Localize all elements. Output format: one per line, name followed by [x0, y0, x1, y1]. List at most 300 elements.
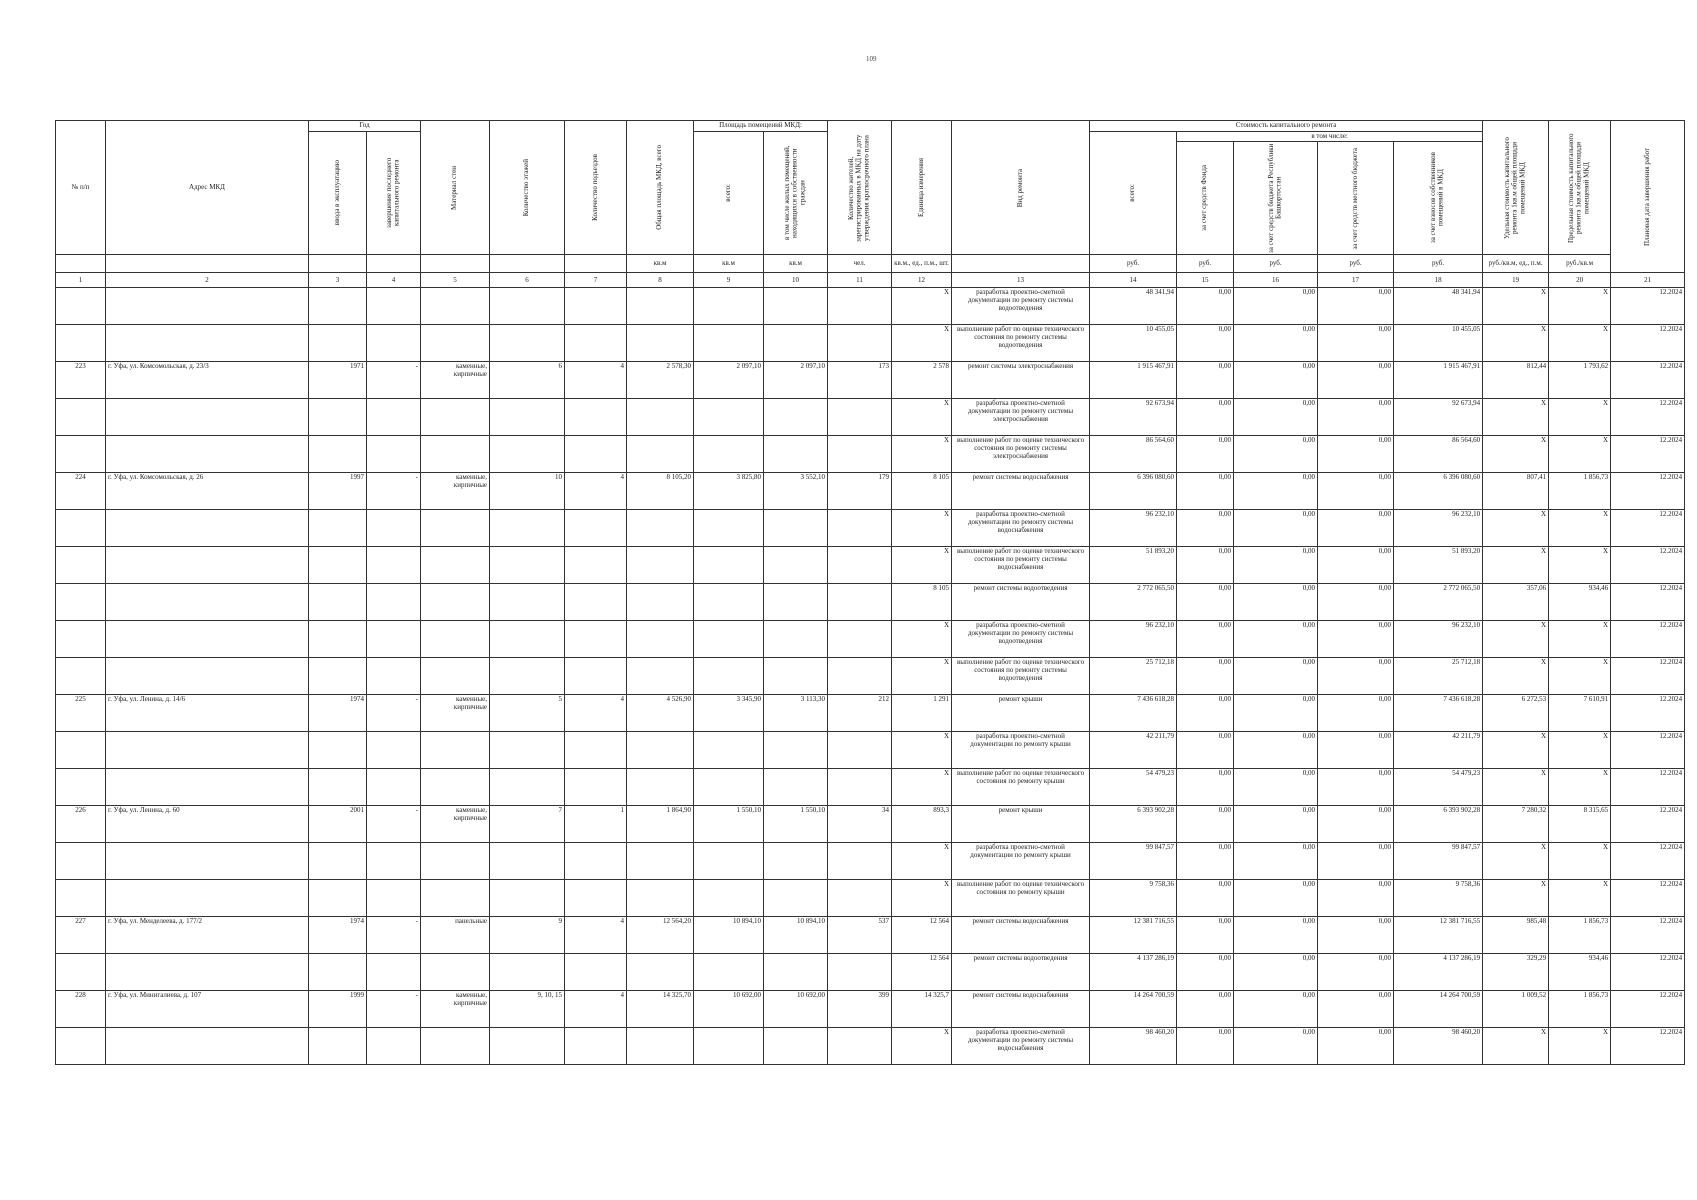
- cell-a8: [627, 325, 694, 362]
- header-year-group: Год: [309, 121, 421, 132]
- header-floors-text: Количество этажей: [522, 159, 531, 217]
- unit-cell: [952, 255, 1090, 273]
- cell-u12: X: [892, 436, 952, 473]
- cell-a8: [627, 954, 694, 991]
- table-row: [56, 510, 1685, 547]
- cell-u12: X: [892, 880, 952, 917]
- col-number: 12: [892, 273, 952, 288]
- cell-a10: [764, 436, 828, 473]
- cell-a9: [694, 510, 764, 547]
- cell-c14: 12 381 716,55: [1090, 917, 1177, 954]
- cell-work: разработка проектно-сметной документации по ремонту системы водоснабжения: [952, 510, 1090, 547]
- cell-a9: 10 692,00: [694, 991, 764, 1028]
- unit-cell: кв.м: [764, 255, 828, 273]
- cell-p11: [828, 880, 892, 917]
- cell-c15: 0,00: [1177, 510, 1234, 547]
- cell-work: ремонт крыши: [952, 695, 1090, 732]
- cell-a9: 2 097,10: [694, 362, 764, 399]
- cell-p11: [828, 510, 892, 547]
- table-row: [56, 362, 1685, 399]
- cell-c18: 51 893,20: [1394, 547, 1483, 584]
- cell-ent: [565, 547, 627, 584]
- cell-c16: 0,00: [1234, 991, 1318, 1028]
- cell-c17: 0,00: [1318, 658, 1394, 695]
- cell-c14: 96 232,10: [1090, 621, 1177, 658]
- cell-c16: 0,00: [1234, 843, 1318, 880]
- cell-c18: 96 232,10: [1394, 510, 1483, 547]
- cell-a8: [627, 547, 694, 584]
- cell-fl: 9, 10, 15: [490, 991, 565, 1028]
- cell-c21: 12.2024: [1611, 621, 1685, 658]
- cell-c16: 0,00: [1234, 325, 1318, 362]
- cell-p11: [828, 769, 892, 806]
- cell-ent: [565, 769, 627, 806]
- cell-y2: [367, 325, 421, 362]
- cell-p11: [828, 621, 892, 658]
- cell-a10: [764, 880, 828, 917]
- cell-a8: 8 105,20: [627, 473, 694, 510]
- cell-p11: [828, 658, 892, 695]
- cell-c15: 0,00: [1177, 917, 1234, 954]
- cell-mat: [421, 1028, 490, 1065]
- cell-c15: 0,00: [1177, 547, 1234, 584]
- cell-u12: 14 325,7: [892, 991, 952, 1028]
- cell-y1: [309, 325, 367, 362]
- cell-fl: 5: [490, 695, 565, 732]
- cell-mat: каменные, кирпичные: [421, 695, 490, 732]
- cell-c21: 12.2024: [1611, 732, 1685, 769]
- cell-mat: каменные, кирпичные: [421, 991, 490, 1028]
- cell-ent: [565, 288, 627, 325]
- table-row: [56, 695, 1685, 732]
- cell-c15: 0,00: [1177, 769, 1234, 806]
- header-wall-material: [421, 121, 490, 255]
- cell-ent: 4: [565, 473, 627, 510]
- cell-c16: 0,00: [1234, 510, 1318, 547]
- cell-a10: 3 113,30: [764, 695, 828, 732]
- table-row: [56, 547, 1685, 584]
- cell-c21: 12.2024: [1611, 288, 1685, 325]
- cell-c20: X: [1549, 621, 1611, 658]
- cell-c17: 0,00: [1318, 325, 1394, 362]
- header-residents: [828, 121, 892, 255]
- cell-c16: 0,00: [1234, 399, 1318, 436]
- cell-c18: 7 436 618,28: [1394, 695, 1483, 732]
- cell-u12: X: [892, 621, 952, 658]
- cell-c17: 0,00: [1318, 547, 1394, 584]
- cell-c20: 1 793,62: [1549, 362, 1611, 399]
- cell-n: [56, 954, 106, 991]
- table-row: [56, 843, 1685, 880]
- cell-u12: 12 564: [892, 954, 952, 991]
- cell-c21: 12.2024: [1611, 399, 1685, 436]
- cell-a9: [694, 843, 764, 880]
- cell-fl: [490, 732, 565, 769]
- cell-p11: [828, 843, 892, 880]
- cell-c14: 14 264 700,59: [1090, 991, 1177, 1028]
- cell-a10: [764, 621, 828, 658]
- cell-c20: 7 610,91: [1549, 695, 1611, 732]
- cell-c15: 0,00: [1177, 695, 1234, 732]
- col-number: 5: [421, 273, 490, 288]
- header-num: № п/п: [56, 121, 106, 255]
- cell-a9: [694, 769, 764, 806]
- unit-cell: руб.: [1234, 255, 1318, 273]
- cell-y2: [367, 547, 421, 584]
- cell-y1: [309, 769, 367, 806]
- cell-fl: [490, 325, 565, 362]
- cell-c15: 0,00: [1177, 362, 1234, 399]
- cell-a9: [694, 1028, 764, 1065]
- col-number: 6: [490, 273, 565, 288]
- cell-u12: 2 578: [892, 362, 952, 399]
- table-header: [56, 121, 1685, 288]
- cell-y2: [367, 584, 421, 621]
- cell-n: 228: [56, 991, 106, 1028]
- unit-cell: [309, 255, 367, 273]
- cell-c16: 0,00: [1234, 880, 1318, 917]
- cell-c17: 0,00: [1318, 1028, 1394, 1065]
- cell-c15: 0,00: [1177, 658, 1234, 695]
- cell-work: разработка проектно-сметной документации по ремонту системы водоотведения: [952, 288, 1090, 325]
- cell-n: [56, 769, 106, 806]
- cell-fl: [490, 658, 565, 695]
- cell-p11: [828, 954, 892, 991]
- cell-a9: [694, 954, 764, 991]
- cell-y2: [367, 658, 421, 695]
- cell-c17: 0,00: [1318, 436, 1394, 473]
- cell-y1: [309, 658, 367, 695]
- header-planned-date: [1611, 121, 1685, 273]
- cell-c20: 1 856,73: [1549, 917, 1611, 954]
- cell-n: 224: [56, 473, 106, 510]
- cell-c20: X: [1549, 843, 1611, 880]
- cell-c19: X: [1483, 1028, 1549, 1065]
- unit-cell: [421, 255, 490, 273]
- cell-c19: X: [1483, 769, 1549, 806]
- cell-c19: 357,06: [1483, 584, 1549, 621]
- cell-addr: г. Уфа, ул. Менделеева, д. 177/2: [106, 917, 309, 954]
- cell-c17: 0,00: [1318, 621, 1394, 658]
- cell-work: выполнение работ по оценке технического состояния по ремонту системы водоотведения: [952, 658, 1090, 695]
- cell-a10: [764, 843, 828, 880]
- cell-p11: 399: [828, 991, 892, 1028]
- cell-work: ремонт системы электроснабжения: [952, 362, 1090, 399]
- cell-u12: 893,3: [892, 806, 952, 843]
- cell-c20: X: [1549, 325, 1611, 362]
- cell-a10: [764, 547, 828, 584]
- cell-c21: 12.2024: [1611, 695, 1685, 732]
- cell-c14: 10 455,05: [1090, 325, 1177, 362]
- cell-c19: X: [1483, 436, 1549, 473]
- cell-c19: X: [1483, 732, 1549, 769]
- cell-c15: 0,00: [1177, 806, 1234, 843]
- cell-u12: X: [892, 510, 952, 547]
- cell-y2: [367, 954, 421, 991]
- cell-n: [56, 880, 106, 917]
- cell-c21: 12.2024: [1611, 769, 1685, 806]
- cell-c18: 96 232,10: [1394, 621, 1483, 658]
- cell-ent: 4: [565, 695, 627, 732]
- cell-y1: [309, 399, 367, 436]
- cell-a8: 2 578,30: [627, 362, 694, 399]
- cell-u12: X: [892, 732, 952, 769]
- cell-work: ремонт системы водоснабжения: [952, 917, 1090, 954]
- cell-a9: [694, 436, 764, 473]
- cell-n: [56, 1028, 106, 1065]
- cell-work: ремонт системы водоснабжения: [952, 473, 1090, 510]
- cell-c17: 0,00: [1318, 584, 1394, 621]
- cell-c18: 12 381 716,55: [1394, 917, 1483, 954]
- cell-p11: [828, 436, 892, 473]
- cell-addr: [106, 547, 309, 584]
- cell-c20: X: [1549, 732, 1611, 769]
- cell-c16: 0,00: [1234, 1028, 1318, 1065]
- cell-y2: [367, 288, 421, 325]
- cell-a8: [627, 621, 694, 658]
- cell-c19: X: [1483, 325, 1549, 362]
- unit-cell: руб.: [1394, 255, 1483, 273]
- col-number: 15: [1177, 273, 1234, 288]
- cell-ent: [565, 399, 627, 436]
- cell-n: [56, 584, 106, 621]
- cell-c17: 0,00: [1318, 954, 1394, 991]
- cell-y2: [367, 510, 421, 547]
- cell-a8: [627, 880, 694, 917]
- cell-c17: 0,00: [1318, 362, 1394, 399]
- cell-n: [56, 399, 106, 436]
- cell-mat: [421, 325, 490, 362]
- cell-n: [56, 436, 106, 473]
- cell-mat: [421, 436, 490, 473]
- cell-n: [56, 325, 106, 362]
- cell-addr: [106, 880, 309, 917]
- cell-c17: 0,00: [1318, 843, 1394, 880]
- cell-u12: X: [892, 288, 952, 325]
- header-local-budget-text: за счет средств местного бюджета: [1350, 147, 1359, 250]
- cell-c18: 92 673,94: [1394, 399, 1483, 436]
- table-row: [56, 991, 1685, 1028]
- cell-p11: [828, 288, 892, 325]
- cell-c19: X: [1483, 843, 1549, 880]
- unit-cell: кв.м: [694, 255, 764, 273]
- cell-a9: [694, 547, 764, 584]
- table-row: [56, 621, 1685, 658]
- cell-c15: 0,00: [1177, 288, 1234, 325]
- cell-addr: [106, 1028, 309, 1065]
- cell-y2: -: [367, 473, 421, 510]
- cell-c19: X: [1483, 288, 1549, 325]
- cell-c19: X: [1483, 399, 1549, 436]
- cell-a9: [694, 658, 764, 695]
- cell-c21: 12.2024: [1611, 362, 1685, 399]
- cell-c17: 0,00: [1318, 880, 1394, 917]
- cell-addr: г. Уфа, ул. Ленина, д. 14/6: [106, 695, 309, 732]
- cell-a10: [764, 584, 828, 621]
- table-row: [56, 917, 1685, 954]
- cell-n: [56, 288, 106, 325]
- cell-mat: [421, 954, 490, 991]
- cell-mat: [421, 399, 490, 436]
- cell-y1: 1997: [309, 473, 367, 510]
- cell-a9: 3 345,90: [694, 695, 764, 732]
- cell-n: [56, 732, 106, 769]
- col-number: 18: [1394, 273, 1483, 288]
- unit-cell: кв.м: [627, 255, 694, 273]
- cell-work: выполнение работ по оценке технического состояния по ремонту системы водоотведения: [952, 325, 1090, 362]
- cell-mat: каменные, кирпичные: [421, 362, 490, 399]
- cell-work: разработка проектно-сметной документации по ремонту системы электроснабжения: [952, 399, 1090, 436]
- col-number: 1: [56, 273, 106, 288]
- cell-a10: 2 097,10: [764, 362, 828, 399]
- cell-fl: [490, 1028, 565, 1065]
- cell-c15: 0,00: [1177, 954, 1234, 991]
- cell-a10: [764, 954, 828, 991]
- col-number: 3: [309, 273, 367, 288]
- cell-mat: [421, 547, 490, 584]
- cell-c20: X: [1549, 547, 1611, 584]
- cell-c17: 0,00: [1318, 991, 1394, 1028]
- col-number: 16: [1234, 273, 1318, 288]
- cell-y2: [367, 843, 421, 880]
- cell-c21: 12.2024: [1611, 843, 1685, 880]
- cell-y1: [309, 288, 367, 325]
- cell-c18: 14 264 700,59: [1394, 991, 1483, 1028]
- cell-fl: [490, 510, 565, 547]
- cell-u12: X: [892, 843, 952, 880]
- header-commissioning-text: ввода в эксплуатацию: [332, 160, 341, 226]
- cell-fl: [490, 436, 565, 473]
- header-commissioning: [309, 131, 367, 255]
- cell-ent: [565, 325, 627, 362]
- cell-c15: 0,00: [1177, 584, 1234, 621]
- cell-c21: 12.2024: [1611, 658, 1685, 695]
- unit-cell: руб./кв.м, ед., п.м.: [1483, 255, 1549, 273]
- cell-mat: [421, 880, 490, 917]
- cell-mat: [421, 584, 490, 621]
- cell-ent: [565, 510, 627, 547]
- cell-a9: 1 550,10: [694, 806, 764, 843]
- unit-cell: [367, 255, 421, 273]
- cell-a8: [627, 436, 694, 473]
- cell-c14: 51 893,20: [1090, 547, 1177, 584]
- cell-c18: 48 341,94: [1394, 288, 1483, 325]
- cell-ent: [565, 584, 627, 621]
- table-row: [56, 954, 1685, 991]
- cell-c17: 0,00: [1318, 769, 1394, 806]
- cell-c21: 12.2024: [1611, 917, 1685, 954]
- cell-addr: [106, 843, 309, 880]
- cell-u12: X: [892, 769, 952, 806]
- cell-c16: 0,00: [1234, 954, 1318, 991]
- header-local-budget: [1318, 142, 1394, 255]
- cell-fl: 7: [490, 806, 565, 843]
- cell-fl: 9: [490, 917, 565, 954]
- cell-c19: X: [1483, 621, 1549, 658]
- cell-mat: [421, 769, 490, 806]
- cell-y1: [309, 510, 367, 547]
- cell-c14: 9 758,36: [1090, 880, 1177, 917]
- cell-c16: 0,00: [1234, 584, 1318, 621]
- cell-c17: 0,00: [1318, 695, 1394, 732]
- cell-work: ремонт системы водоотведения: [952, 954, 1090, 991]
- cell-c18: 54 479,23: [1394, 769, 1483, 806]
- cell-work: разработка проектно-сметной документации по ремонту системы водоотведения: [952, 621, 1090, 658]
- cell-ent: [565, 880, 627, 917]
- cell-c16: 0,00: [1234, 658, 1318, 695]
- table-row: [56, 658, 1685, 695]
- table-row: [56, 473, 1685, 510]
- cell-c14: 99 847,57: [1090, 843, 1177, 880]
- table-row: [56, 325, 1685, 362]
- header-fund-text: за счет средств Фонда: [1200, 165, 1209, 232]
- cell-mat: каменные, кирпичные: [421, 806, 490, 843]
- cell-c21: 12.2024: [1611, 1028, 1685, 1065]
- cell-c14: 54 479,23: [1090, 769, 1177, 806]
- header-limit-cost-text: Предельная стоимость капитального ремонта 1кв.м общей площади помещений МКД: [1567, 132, 1591, 243]
- cell-a9: 10 894,10: [694, 917, 764, 954]
- cell-work: ремонт системы водоснабжения: [952, 991, 1090, 1028]
- cell-c20: X: [1549, 436, 1611, 473]
- header-entrances-text: Количество подъездов: [590, 154, 599, 222]
- cell-fl: 6: [490, 362, 565, 399]
- cell-c16: 0,00: [1234, 362, 1318, 399]
- cell-a8: [627, 510, 694, 547]
- cell-c19: X: [1483, 547, 1549, 584]
- cell-fl: [490, 547, 565, 584]
- cell-ent: [565, 1028, 627, 1065]
- cell-a8: [627, 584, 694, 621]
- cell-mat: [421, 288, 490, 325]
- cell-u12: X: [892, 325, 952, 362]
- cell-c19: 7 280,32: [1483, 806, 1549, 843]
- cell-p11: [828, 584, 892, 621]
- cell-n: 226: [56, 806, 106, 843]
- col-number: 10: [764, 273, 828, 288]
- cell-c18: 6 393 902,28: [1394, 806, 1483, 843]
- cell-ent: 1: [565, 806, 627, 843]
- cell-mat: [421, 843, 490, 880]
- cell-work: ремонт крыши: [952, 806, 1090, 843]
- cell-mat: [421, 621, 490, 658]
- cell-c18: 25 712,18: [1394, 658, 1483, 695]
- cell-c18: 99 847,57: [1394, 843, 1483, 880]
- cell-c18: 98 460,20: [1394, 1028, 1483, 1065]
- cell-c21: 12.2024: [1611, 473, 1685, 510]
- unit-cell: чел.: [828, 255, 892, 273]
- col-number: 4: [367, 273, 421, 288]
- cell-c16: 0,00: [1234, 806, 1318, 843]
- cell-a9: [694, 621, 764, 658]
- cell-c16: 0,00: [1234, 473, 1318, 510]
- cell-a8: 1 864,90: [627, 806, 694, 843]
- header-unit-text: Единица измерения: [916, 158, 925, 218]
- unit-cell: [106, 255, 309, 273]
- cell-c14: 25 712,18: [1090, 658, 1177, 695]
- cell-c19: 6 272,53: [1483, 695, 1549, 732]
- cell-u12: 8 105: [892, 473, 952, 510]
- col-number: 8: [627, 273, 694, 288]
- cell-c16: 0,00: [1234, 732, 1318, 769]
- cell-work: выполнение работ по оценке технического состояния по ремонту крыши: [952, 880, 1090, 917]
- cell-a10: [764, 732, 828, 769]
- cell-fl: [490, 621, 565, 658]
- cell-u12: 12 564: [892, 917, 952, 954]
- cell-ent: [565, 658, 627, 695]
- cell-c21: 12.2024: [1611, 806, 1685, 843]
- cell-c21: 12.2024: [1611, 880, 1685, 917]
- cell-addr: г. Уфа, ул. Комсомольская, д. 26: [106, 473, 309, 510]
